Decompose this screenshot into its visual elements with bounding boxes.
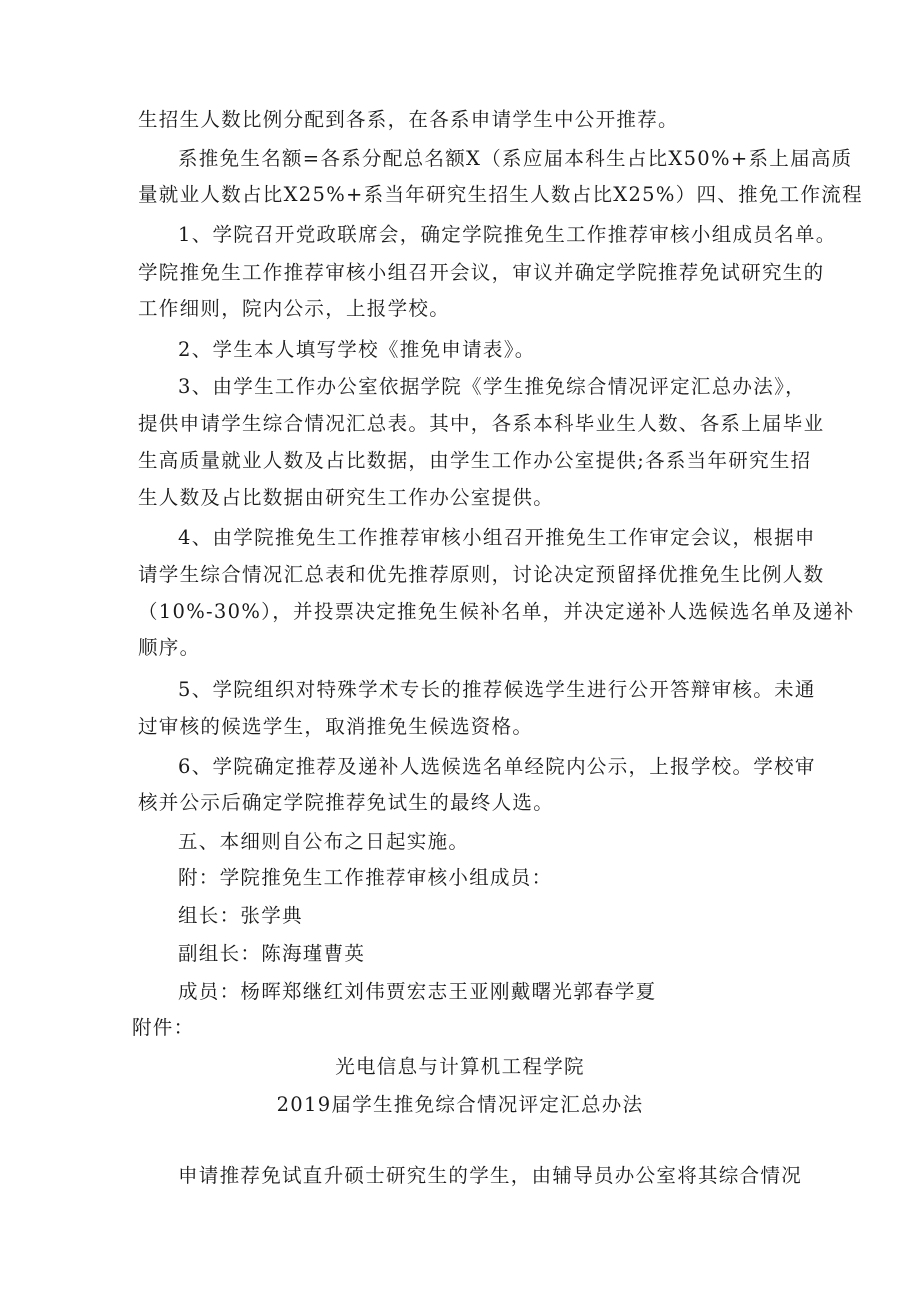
attachment-title-line-1: 光电信息与计算机工程学院 xyxy=(335,1055,585,1078)
paragraph-line: 生人数及占比数据由研究生工作办公室提供。 xyxy=(138,486,555,509)
paragraph-line: 1、学院召开党政联席会，确定学院推免生工作推荐审核小组成员名单。 xyxy=(178,223,837,246)
paragraph-line: 提供申请学生综合情况汇总表。其中，各系本科毕业生人数、各系上届毕业 xyxy=(138,412,825,435)
paragraph-line: 生招生人数比例分配到各系，在各系申请学生中公开推荐。 xyxy=(138,108,679,131)
paragraph-line: 系推免生名额=各系分配总名额X（系应届本科生占比X50%+系上届高质 xyxy=(178,147,853,170)
section-heading: 五、本细则自公布之日起实施。 xyxy=(178,830,470,853)
paragraph-line: 学院推免生工作推荐审核小组召开会议，审议并确定学院推荐免试研究生的 xyxy=(138,261,825,284)
paragraph-line: 3、由学生工作办公室依据学院《学生推免综合情况评定汇总办法》， xyxy=(178,375,806,398)
member-leader: 组长：张学典 xyxy=(178,904,303,927)
paragraph-line: 2、学生本人填写学校《推免申请表》。 xyxy=(178,338,536,361)
paragraph-line: 5、学院组织对特殊学术专长的推荐候选学生进行公开答辩审核。未通 xyxy=(178,678,816,701)
paragraph-line: 顺序。 xyxy=(138,636,201,659)
paragraph-line: 6、学院确定推荐及递补人选候选名单经院内公示，上报学校。学校审 xyxy=(178,755,816,778)
member-deputy: 副组长：陈海瑾曹英 xyxy=(178,942,366,965)
paragraph-line: 申请推荐免试直升硕士研究生的学生，由辅导员办公室将其综合情况 xyxy=(178,1164,803,1187)
attachment-label: 附件： xyxy=(132,1016,195,1039)
paragraph-line: （10%-30%），并投票决定推免生候补名单，并决定递补人选候选名单及递补 xyxy=(138,600,855,623)
paragraph-line: 生高质量就业人数及占比数据，由学生工作办公室提供;各系当年研究生招 xyxy=(138,449,812,472)
paragraph-line: 请学生综合情况汇总表和优先推荐原则，讨论决定预留择优推免生比例人数 xyxy=(138,563,825,586)
paragraph-line: 量就业人数占比X25%+系当年研究生招生人数占比X25%）四、推免工作流程 xyxy=(138,183,863,206)
appendix-note: 附：学院推免生工作推荐审核小组成员： xyxy=(178,866,553,889)
attachment-title-line-2: 2019届学生推免综合情况评定汇总办法 xyxy=(276,1093,644,1116)
paragraph-line: 过审核的候选学生，取消推免生候选资格。 xyxy=(138,715,534,738)
paragraph-line: 4、由学院推免生工作推荐审核小组召开推免生工作审定会议，根据申 xyxy=(178,526,816,549)
paragraph-line: 核并公示后确定学院推荐免试生的最终人选。 xyxy=(138,791,555,814)
paragraph-line: 工作细则，院内公示，上报学校。 xyxy=(138,297,451,320)
member-list: 成员：杨晖郑继红刘伟贾宏志王亚刚戴曙光郭春学夏 xyxy=(178,980,657,1003)
